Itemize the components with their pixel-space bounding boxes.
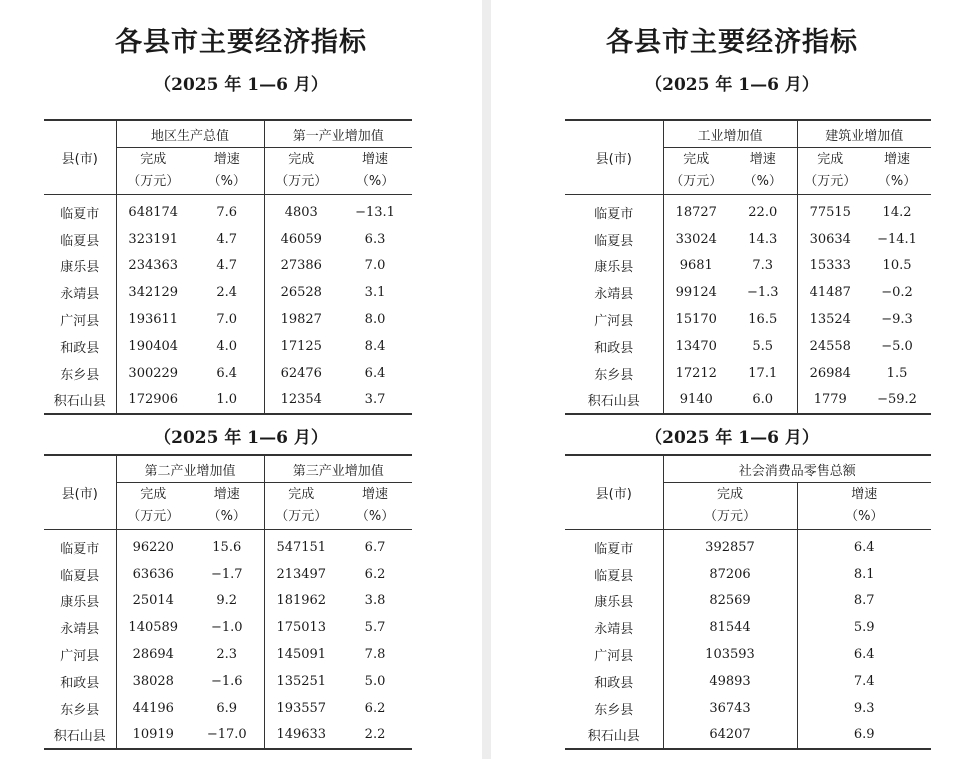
county-header: 县(市) (44, 455, 116, 530)
county-name: 康乐县 (60, 260, 100, 276)
value-cell: 46059 (264, 226, 338, 253)
growth-cell: −13.1 (355, 204, 395, 220)
growth-cell: 6.2 (364, 700, 386, 716)
growth-header: 增速 （%） (190, 483, 264, 530)
table-row (565, 722, 931, 750)
gdp-primary-table (44, 119, 412, 415)
value-cell: 323191 (116, 226, 190, 253)
value-cell: 30634 (797, 226, 863, 253)
county-name: 临夏市 (594, 206, 634, 222)
county-name: 永靖县 (594, 622, 634, 638)
growth-cell: 8.4 (364, 338, 386, 354)
growth-cell: 14.2 (882, 204, 912, 220)
county-name: 临夏市 (60, 206, 100, 222)
growth-cell: −1.3 (746, 285, 779, 301)
value-cell: 145091 (264, 641, 338, 668)
growth-cell: −14.1 (877, 231, 917, 247)
table-row (44, 668, 412, 695)
table-row (44, 279, 412, 306)
growth-cell: 6.4 (797, 530, 931, 561)
value-cell: 648174 (116, 195, 190, 226)
growth-cell: −9.3 (881, 312, 913, 328)
county-name: 和政县 (594, 675, 634, 691)
value-cell: 300229 (116, 360, 190, 387)
value-cell: 149633 (264, 722, 338, 750)
growth-cell: 9.2 (216, 593, 238, 609)
value-cell: 103593 (663, 641, 797, 668)
indicator-header: 第三产业增加值 (264, 455, 412, 483)
county-name: 康乐县 (594, 595, 634, 611)
value-cell: 26528 (264, 279, 338, 306)
value-cell: 15333 (797, 253, 863, 280)
done-header: 完成 （万元） (663, 148, 729, 195)
indicator-header: 地区生产总值 (116, 120, 264, 148)
growth-cell: 6.4 (216, 365, 238, 381)
growth-cell: 3.1 (364, 285, 386, 301)
growth-cell: 7.0 (364, 258, 386, 274)
value-cell: 1779 (797, 387, 863, 415)
page-title: 各县市主要经济指标 (606, 27, 858, 58)
table-row (565, 387, 931, 415)
value-cell: 193557 (264, 695, 338, 722)
industry-construction-table (565, 119, 931, 415)
value-cell: 181962 (264, 588, 338, 615)
growth-cell: 7.8 (364, 647, 386, 663)
table-row (565, 333, 931, 360)
value-cell: 17212 (663, 360, 729, 387)
table-row (44, 722, 412, 750)
value-cell: 12354 (264, 387, 338, 415)
county-name: 永靖县 (60, 622, 100, 638)
done-header: 完成 （万元） (116, 148, 190, 195)
indicator-header: 社会消费品零售总额 (663, 455, 931, 483)
table-period: （2025 年 1—6 月） (154, 428, 328, 448)
county-name: 临夏县 (594, 233, 634, 249)
value-cell: 9140 (663, 387, 729, 415)
indicator-header: 工业增加值 (663, 120, 797, 148)
growth-cell: 15.6 (212, 539, 242, 555)
county-name: 康乐县 (60, 595, 100, 611)
indicator-header: 建筑业增加值 (797, 120, 931, 148)
value-cell: 96220 (116, 530, 190, 561)
growth-header: 增速 （%） (190, 148, 264, 195)
indicator-header: 第一产业增加值 (264, 120, 412, 148)
table-row (44, 195, 412, 226)
table-period: （2025 年 1—6 月） (645, 428, 819, 448)
value-cell: 63636 (116, 561, 190, 588)
growth-cell: 6.7 (364, 539, 386, 555)
retail-sales-table (565, 454, 931, 750)
indicator-header: 第二产业增加值 (116, 455, 264, 483)
done-header: 完成 （万元） (264, 483, 338, 530)
growth-cell: 5.7 (364, 620, 386, 636)
growth-cell: 1.0 (190, 387, 264, 415)
table-row (44, 333, 412, 360)
value-cell: 49893 (663, 668, 797, 695)
table-row (565, 360, 931, 387)
growth-cell: −59.2 (863, 387, 931, 415)
table-row (565, 695, 931, 722)
growth-cell: 5.9 (797, 614, 931, 641)
growth-cell: −1.6 (210, 673, 243, 689)
value-cell: 10919 (116, 722, 190, 750)
table-row (565, 226, 931, 253)
value-cell: 13470 (663, 333, 729, 360)
county-header: 县(市) (565, 455, 663, 530)
value-cell: 17125 (264, 333, 338, 360)
value-cell: 77515 (797, 195, 863, 226)
growth-cell: −1.7 (210, 566, 243, 582)
table-row (44, 614, 412, 641)
value-cell: 62476 (264, 360, 338, 387)
growth-cell: 1.5 (886, 365, 908, 381)
table-row (44, 561, 412, 588)
done-header: 完成 （万元） (116, 483, 190, 530)
growth-cell: −17.0 (190, 722, 264, 750)
value-cell: 9681 (663, 253, 729, 280)
county-name: 广河县 (594, 649, 634, 665)
growth-cell: 6.3 (364, 231, 386, 247)
growth-cell: 22.0 (748, 204, 778, 220)
growth-cell: 14.3 (748, 231, 778, 247)
county-name: 东乡县 (594, 702, 634, 718)
value-cell: 135251 (264, 668, 338, 695)
growth-cell: 7.0 (216, 312, 238, 328)
growth-cell: 4.7 (216, 258, 238, 274)
done-header: 完成 （万元） (663, 483, 797, 530)
growth-cell: −0.2 (881, 285, 913, 301)
value-cell: 234363 (116, 253, 190, 280)
growth-cell: −5.0 (881, 338, 913, 354)
growth-cell: 4.0 (216, 338, 238, 354)
county-name: 临夏市 (60, 541, 100, 557)
county-header: 县(市) (565, 120, 663, 195)
county-name: 东乡县 (60, 367, 100, 383)
value-cell: 140589 (116, 614, 190, 641)
county-name: 和政县 (60, 340, 100, 356)
growth-header: 增速 （%） (797, 483, 931, 530)
county-name: 临夏县 (594, 568, 634, 584)
secondary-tertiary-table (44, 454, 412, 750)
value-cell: 4803 (264, 195, 338, 226)
growth-cell: 7.3 (752, 258, 774, 274)
growth-cell: 2.2 (338, 722, 412, 750)
value-cell: 26984 (797, 360, 863, 387)
table-row (44, 588, 412, 615)
value-cell: 33024 (663, 226, 729, 253)
growth-cell: 17.1 (748, 365, 778, 381)
value-cell: 15170 (663, 306, 729, 333)
table-row (565, 279, 931, 306)
value-cell: 175013 (264, 614, 338, 641)
county-name: 临夏市 (594, 541, 634, 557)
table-row (44, 226, 412, 253)
county-name: 广河县 (60, 314, 100, 330)
county-name: 积石山县 (44, 387, 116, 415)
table-row (565, 306, 931, 333)
growth-header: 增速 （%） (338, 148, 412, 195)
page-title: 各县市主要经济指标 (115, 27, 367, 58)
county-name: 康乐县 (594, 260, 634, 276)
value-cell: 547151 (264, 530, 338, 561)
county-name: 和政县 (60, 675, 100, 691)
value-cell: 38028 (116, 668, 190, 695)
table-row (565, 195, 931, 226)
growth-cell: 8.1 (797, 561, 931, 588)
value-cell: 392857 (663, 530, 797, 561)
value-cell: 41487 (797, 279, 863, 306)
growth-cell: 2.4 (216, 285, 238, 301)
table-row (565, 530, 931, 561)
growth-cell: 10.5 (882, 258, 912, 274)
left-page (0, 0, 482, 759)
county-name: 积石山县 (44, 722, 116, 750)
growth-header: 增速 （%） (338, 483, 412, 530)
growth-cell: 6.2 (364, 566, 386, 582)
growth-cell: 6.9 (797, 722, 931, 750)
growth-cell: −1.0 (210, 620, 243, 636)
county-name: 临夏县 (60, 568, 100, 584)
value-cell: 81544 (663, 614, 797, 641)
value-cell: 44196 (116, 695, 190, 722)
table-row (44, 530, 412, 561)
growth-cell: 6.4 (364, 365, 386, 381)
value-cell: 193611 (116, 306, 190, 333)
growth-header: 增速 （%） (863, 148, 931, 195)
value-cell: 27386 (264, 253, 338, 280)
growth-cell: 5.5 (752, 338, 774, 354)
value-cell: 172906 (116, 387, 190, 415)
right-page (491, 0, 973, 759)
table-row (565, 641, 931, 668)
growth-cell: 5.0 (364, 673, 386, 689)
table-row (565, 614, 931, 641)
table-row (565, 588, 931, 615)
table-period: （2025 年 1—6 月） (645, 75, 819, 95)
done-header: 完成 （万元） (264, 148, 338, 195)
value-cell: 36743 (663, 695, 797, 722)
growth-cell: 3.8 (364, 593, 386, 609)
value-cell: 99124 (663, 279, 729, 306)
value-cell: 24558 (797, 333, 863, 360)
county-name: 积石山县 (565, 722, 663, 750)
growth-cell: 2.3 (216, 647, 238, 663)
table-row (44, 360, 412, 387)
value-cell: 28694 (116, 641, 190, 668)
growth-cell: 9.3 (797, 695, 931, 722)
table-row (565, 253, 931, 280)
county-name: 永靖县 (594, 287, 634, 303)
value-cell: 25014 (116, 588, 190, 615)
growth-cell: 16.5 (748, 312, 778, 328)
done-header: 完成 （万元） (797, 148, 863, 195)
growth-cell: 4.7 (216, 231, 238, 247)
county-name: 广河县 (594, 314, 634, 330)
value-cell: 342129 (116, 279, 190, 306)
value-cell: 19827 (264, 306, 338, 333)
growth-cell: 6.0 (729, 387, 797, 415)
growth-cell: 7.4 (797, 668, 931, 695)
value-cell: 18727 (663, 195, 729, 226)
growth-cell: 7.6 (216, 204, 238, 220)
value-cell: 13524 (797, 306, 863, 333)
table-row (44, 641, 412, 668)
county-name: 临夏县 (60, 233, 100, 249)
growth-header: 增速 （%） (729, 148, 797, 195)
county-name: 东乡县 (60, 702, 100, 718)
table-period: （2025 年 1—6 月） (154, 75, 328, 95)
table-row (44, 253, 412, 280)
value-cell: 213497 (264, 561, 338, 588)
value-cell: 64207 (663, 722, 797, 750)
table-row (565, 561, 931, 588)
value-cell: 190404 (116, 333, 190, 360)
growth-cell: 8.7 (797, 588, 931, 615)
growth-cell: 6.4 (797, 641, 931, 668)
county-name: 和政县 (594, 340, 634, 356)
county-header: 县(市) (44, 120, 116, 195)
table-row (565, 668, 931, 695)
county-name: 永靖县 (60, 287, 100, 303)
growth-cell: 8.0 (364, 312, 386, 328)
county-name: 广河县 (60, 649, 100, 665)
county-name: 积石山县 (565, 387, 663, 415)
value-cell: 87206 (663, 561, 797, 588)
growth-cell: 3.7 (338, 387, 412, 415)
table-row (44, 306, 412, 333)
table-row (44, 695, 412, 722)
table-row (44, 387, 412, 415)
value-cell: 82569 (663, 588, 797, 615)
growth-cell: 6.9 (216, 700, 238, 716)
county-name: 东乡县 (594, 367, 634, 383)
